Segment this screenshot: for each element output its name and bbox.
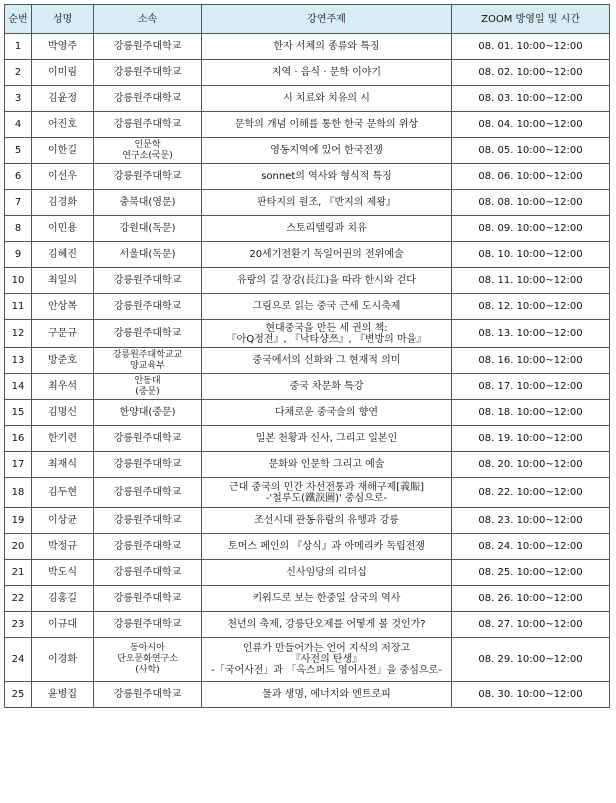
row-number: 20 (5, 534, 32, 560)
lecture-topic (202, 60, 452, 86)
speaker-name: 김홍길 (32, 586, 94, 612)
row-number: 22 (5, 586, 32, 612)
lecture-topic (202, 374, 452, 400)
affiliation-line: (중문) (135, 386, 160, 397)
table-row (5, 268, 610, 294)
lecture-topic (202, 242, 452, 268)
topic-line: 신사임당의 리더십 (286, 567, 367, 578)
affiliation (94, 112, 202, 138)
lecture-topic (202, 268, 452, 294)
table-row (5, 138, 610, 164)
header-zoom-time: ZOOM 방영일 및 시간 (452, 5, 610, 34)
header-name: 성명 (32, 5, 94, 34)
affiliation-line: 강릉원주대학교 (113, 171, 182, 182)
affiliation-line: 강릉원주대학교 (113, 67, 182, 78)
row-number: 14 (5, 374, 32, 400)
zoom-time: 08. 08. 10:00~12:00 (452, 190, 610, 216)
topic-line: 지역 · 음식 · 문학 이야기 (271, 67, 382, 78)
row-number: 11 (5, 294, 32, 320)
table-row (5, 508, 610, 534)
table-row (5, 586, 610, 612)
speaker-name: 윤병집 (32, 682, 94, 708)
lecture-topic (202, 426, 452, 452)
topic-line: 중국 차문화 특강 (289, 381, 364, 392)
affiliation (94, 164, 202, 190)
lecture-topic (202, 586, 452, 612)
zoom-time: 08. 11. 10:00~12:00 (452, 268, 610, 294)
lecture-topic (202, 190, 452, 216)
row-number: 7 (5, 190, 32, 216)
zoom-time: 08. 13. 10:00~12:00 (452, 320, 610, 348)
topic-line: 20세기전환기 독일어권의 전위예술 (249, 249, 404, 260)
topic-line: 유랑의 길 장강(長江)을 따라 한시와 걷다 (237, 275, 416, 286)
affiliation-line: 강릉원주대학교 (113, 275, 182, 286)
affiliation (94, 586, 202, 612)
affiliation-line: 강릉원주대학교교 (112, 349, 183, 360)
affiliation-line: 단오문화연구소 (117, 654, 178, 664)
table-row (5, 426, 610, 452)
table-row (5, 560, 610, 586)
lecture-topic (202, 638, 452, 682)
header-topic: 강연주제 (202, 5, 452, 34)
row-number: 9 (5, 242, 32, 268)
zoom-time: 08. 22. 10:00~12:00 (452, 478, 610, 508)
speaker-name: 이미림 (32, 60, 94, 86)
table-row (5, 320, 610, 348)
affiliation (94, 374, 202, 400)
speaker-name: 김혜진 (32, 242, 94, 268)
table-row (5, 452, 610, 478)
affiliation (94, 612, 202, 638)
topic-line: 조선시대 관동유람의 유행과 강릉 (254, 515, 399, 526)
speaker-name: 박도식 (32, 560, 94, 586)
affiliation-line: 동아시아 (130, 643, 165, 653)
lecture-topic (202, 294, 452, 320)
topic-line: 문학의 개념 이해를 통한 한국 문학의 위상 (234, 119, 419, 130)
lecture-topic (202, 478, 452, 508)
row-number: 15 (5, 400, 32, 426)
affiliation (94, 294, 202, 320)
speaker-name: 박정규 (32, 534, 94, 560)
affiliation (94, 34, 202, 60)
zoom-time: 08. 01. 10:00~12:00 (452, 34, 610, 60)
header-number: 순번 (5, 5, 32, 34)
row-number: 23 (5, 612, 32, 638)
topic-line: 한자 서체의 종류와 특징 (273, 41, 380, 52)
topic-line: 문화와 인문학 그리고 예술 (268, 459, 385, 470)
topic-line: 토머스 페인의 『상식』과 아메리카 독립전쟁 (228, 541, 425, 552)
table-body (5, 34, 610, 708)
affiliation (94, 216, 202, 242)
affiliation (94, 534, 202, 560)
affiliation-line: 강릉원주대학교 (113, 433, 182, 444)
zoom-time: 08. 23. 10:00~12:00 (452, 508, 610, 534)
affiliation-line: 강릉원주대학교 (113, 301, 182, 312)
table-row (5, 682, 610, 708)
speaker-name: 방준호 (32, 348, 94, 374)
topic-line: 『사전의 탄생』 (290, 654, 363, 665)
affiliation (94, 60, 202, 86)
row-number: 10 (5, 268, 32, 294)
affiliation (94, 426, 202, 452)
row-number: 2 (5, 60, 32, 86)
table-row (5, 112, 610, 138)
speaker-name: 이상균 (32, 508, 94, 534)
affiliation (94, 138, 202, 164)
affiliation-line: 강릉원주대학교 (113, 328, 182, 339)
row-number: 18 (5, 478, 32, 508)
row-number: 13 (5, 348, 32, 374)
topic-line: 그림으로 읽는 중국 근세 도시축제 (252, 301, 401, 312)
speaker-name: 최일의 (32, 268, 94, 294)
row-number: 16 (5, 426, 32, 452)
lecture-table (4, 4, 610, 708)
affiliation-line: 인문학 (134, 139, 161, 150)
affiliation (94, 400, 202, 426)
affiliation-line: 강릉원주대학교 (113, 119, 182, 130)
affiliation (94, 682, 202, 708)
row-number: 6 (5, 164, 32, 190)
speaker-name: 김명신 (32, 400, 94, 426)
affiliation-line: 양교육부 (130, 360, 165, 371)
lecture-topic (202, 534, 452, 560)
row-number: 21 (5, 560, 32, 586)
affiliation (94, 190, 202, 216)
speaker-name: 이경화 (32, 638, 94, 682)
lecture-topic (202, 400, 452, 426)
lecture-schedule (4, 4, 610, 708)
lecture-topic (202, 508, 452, 534)
affiliation-line: 서울대(독문) (119, 249, 176, 260)
row-number: 12 (5, 320, 32, 348)
row-number: 1 (5, 34, 32, 60)
speaker-name: 한기련 (32, 426, 94, 452)
lecture-topic (202, 34, 452, 60)
speaker-name: 어진호 (32, 112, 94, 138)
table-row (5, 216, 610, 242)
affiliation-line: 강릉원주대학교 (113, 459, 182, 470)
lecture-topic (202, 216, 452, 242)
affiliation-line: 강릉원주대학교 (113, 593, 182, 604)
affiliation-line: 강릉원주대학교 (113, 41, 182, 52)
affiliation-line: 강릉원주대학교 (113, 689, 182, 700)
affiliation (94, 560, 202, 586)
row-number: 4 (5, 112, 32, 138)
lecture-topic (202, 86, 452, 112)
zoom-time: 08. 04. 10:00~12:00 (452, 112, 610, 138)
topic-line: -'철루도(鐵淚圖)' 중심으로- (265, 492, 388, 504)
table-row (5, 86, 610, 112)
speaker-name: 이민용 (32, 216, 94, 242)
zoom-time: 08. 19. 10:00~12:00 (452, 426, 610, 452)
zoom-time: 08. 06. 10:00~12:00 (452, 164, 610, 190)
zoom-time: 08. 20. 10:00~12:00 (452, 452, 610, 478)
topic-line: 시 치료와 치유의 시 (283, 93, 370, 104)
affiliation-line: 안동대 (134, 375, 161, 386)
zoom-time: 08. 17. 10:00~12:00 (452, 374, 610, 400)
speaker-name: 김경화 (32, 190, 94, 216)
topic-line: 스토리텔링과 치유 (286, 223, 367, 234)
table-row (5, 34, 610, 60)
affiliation (94, 348, 202, 374)
topic-line: 키워드로 보는 한중일 삼국의 역사 (252, 593, 401, 604)
lecture-topic (202, 682, 452, 708)
topic-line: 판타지의 원조, 『반지의 제왕』 (257, 197, 396, 208)
affiliation (94, 320, 202, 348)
speaker-name: 최우석 (32, 374, 94, 400)
topic-line: sonnet의 역사와 형식적 특징 (261, 171, 392, 182)
affiliation-line: (사학) (135, 665, 160, 675)
speaker-name: 김윤정 (32, 86, 94, 112)
lecture-topic (202, 164, 452, 190)
table-row (5, 164, 610, 190)
table-row (5, 190, 610, 216)
table-row (5, 348, 610, 374)
header-affiliation: 소속 (94, 5, 202, 34)
table-row (5, 478, 610, 508)
topic-line: 영동지역에 있어 한국전쟁 (270, 145, 383, 156)
affiliation (94, 86, 202, 112)
topic-line: 인류가 만들어가는 언어 지식의 저장고 (242, 643, 411, 654)
table-row (5, 638, 610, 682)
affiliation-line: 연구소(국문) (122, 150, 173, 161)
lecture-topic (202, 560, 452, 586)
topic-line: 물과 생명, 에너지와 엔트로피 (262, 689, 391, 700)
zoom-time: 08. 05. 10:00~12:00 (452, 138, 610, 164)
lecture-topic (202, 112, 452, 138)
zoom-time: 08. 26. 10:00~12:00 (452, 586, 610, 612)
table-row (5, 374, 610, 400)
table-row (5, 534, 610, 560)
lecture-topic (202, 138, 452, 164)
lecture-topic (202, 612, 452, 638)
table-row (5, 612, 610, 638)
zoom-time: 08. 27. 10:00~12:00 (452, 612, 610, 638)
zoom-time: 08. 16. 10:00~12:00 (452, 348, 610, 374)
speaker-name: 최재식 (32, 452, 94, 478)
affiliation-line: 한양대(중문) (119, 407, 176, 418)
affiliation (94, 638, 202, 682)
topic-line: -「국어사전」과 「옥스퍼드 영어사전」을 중심으로- (211, 665, 442, 676)
row-number: 8 (5, 216, 32, 242)
row-number: 19 (5, 508, 32, 534)
zoom-time: 08. 02. 10:00~12:00 (452, 60, 610, 86)
zoom-time: 08. 03. 10:00~12:00 (452, 86, 610, 112)
topic-line: 중국에서의 신화와 그 현재적 의미 (252, 355, 401, 366)
table-row (5, 400, 610, 426)
affiliation-line: 강릉원주대학교 (113, 541, 182, 552)
row-number: 17 (5, 452, 32, 478)
zoom-time: 08. 09. 10:00~12:00 (452, 216, 610, 242)
zoom-time: 08. 24. 10:00~12:00 (452, 534, 610, 560)
zoom-time: 08. 29. 10:00~12:00 (452, 638, 610, 682)
header-row (5, 5, 610, 34)
lecture-topic (202, 320, 452, 348)
speaker-name: 이한길 (32, 138, 94, 164)
row-number: 25 (5, 682, 32, 708)
affiliation-line: 충북대(영문) (119, 197, 176, 208)
affiliation-line: 강릉원주대학교 (113, 619, 182, 630)
speaker-name: 이규대 (32, 612, 94, 638)
table-row (5, 60, 610, 86)
zoom-time: 08. 30. 10:00~12:00 (452, 682, 610, 708)
zoom-time: 08. 12. 10:00~12:00 (452, 294, 610, 320)
topic-line: 근대 중국의 민간 자선전통과 재해구제[義賑] (228, 481, 425, 493)
affiliation (94, 242, 202, 268)
affiliation-line: 강릉원주대학교 (113, 567, 182, 578)
zoom-time: 08. 10. 10:00~12:00 (452, 242, 610, 268)
affiliation-line: 강릉원주대학교 (113, 487, 182, 498)
affiliation (94, 452, 202, 478)
speaker-name: 안상복 (32, 294, 94, 320)
topic-line: 다채로운 중국술의 향연 (275, 407, 378, 418)
topic-line: 현대중국을 만든 세 권의 책: (265, 322, 388, 334)
affiliation (94, 268, 202, 294)
zoom-time: 08. 25. 10:00~12:00 (452, 560, 610, 586)
row-number: 24 (5, 638, 32, 682)
topic-line: 천년의 축제, 강릉단오제를 어떻게 볼 것인가? (227, 619, 426, 630)
affiliation-line: 강릉원주대학교 (113, 515, 182, 526)
affiliation-line: 강원대(독문) (119, 223, 176, 234)
speaker-name: 구문규 (32, 320, 94, 348)
topic-line: 『아Q정전』, 『낙타샹쯔』, 『변방의 마을』 (226, 333, 427, 345)
affiliation-line: 강릉원주대학교 (113, 93, 182, 104)
table-row (5, 242, 610, 268)
speaker-name: 이선우 (32, 164, 94, 190)
lecture-topic (202, 348, 452, 374)
affiliation (94, 508, 202, 534)
topic-line: 일본 천황과 신사, 그리고 일본인 (255, 433, 398, 444)
affiliation (94, 478, 202, 508)
speaker-name: 김두현 (32, 478, 94, 508)
row-number: 5 (5, 138, 32, 164)
lecture-topic (202, 452, 452, 478)
row-number: 3 (5, 86, 32, 112)
speaker-name: 박영주 (32, 34, 94, 60)
zoom-time: 08. 18. 10:00~12:00 (452, 400, 610, 426)
table-row (5, 294, 610, 320)
